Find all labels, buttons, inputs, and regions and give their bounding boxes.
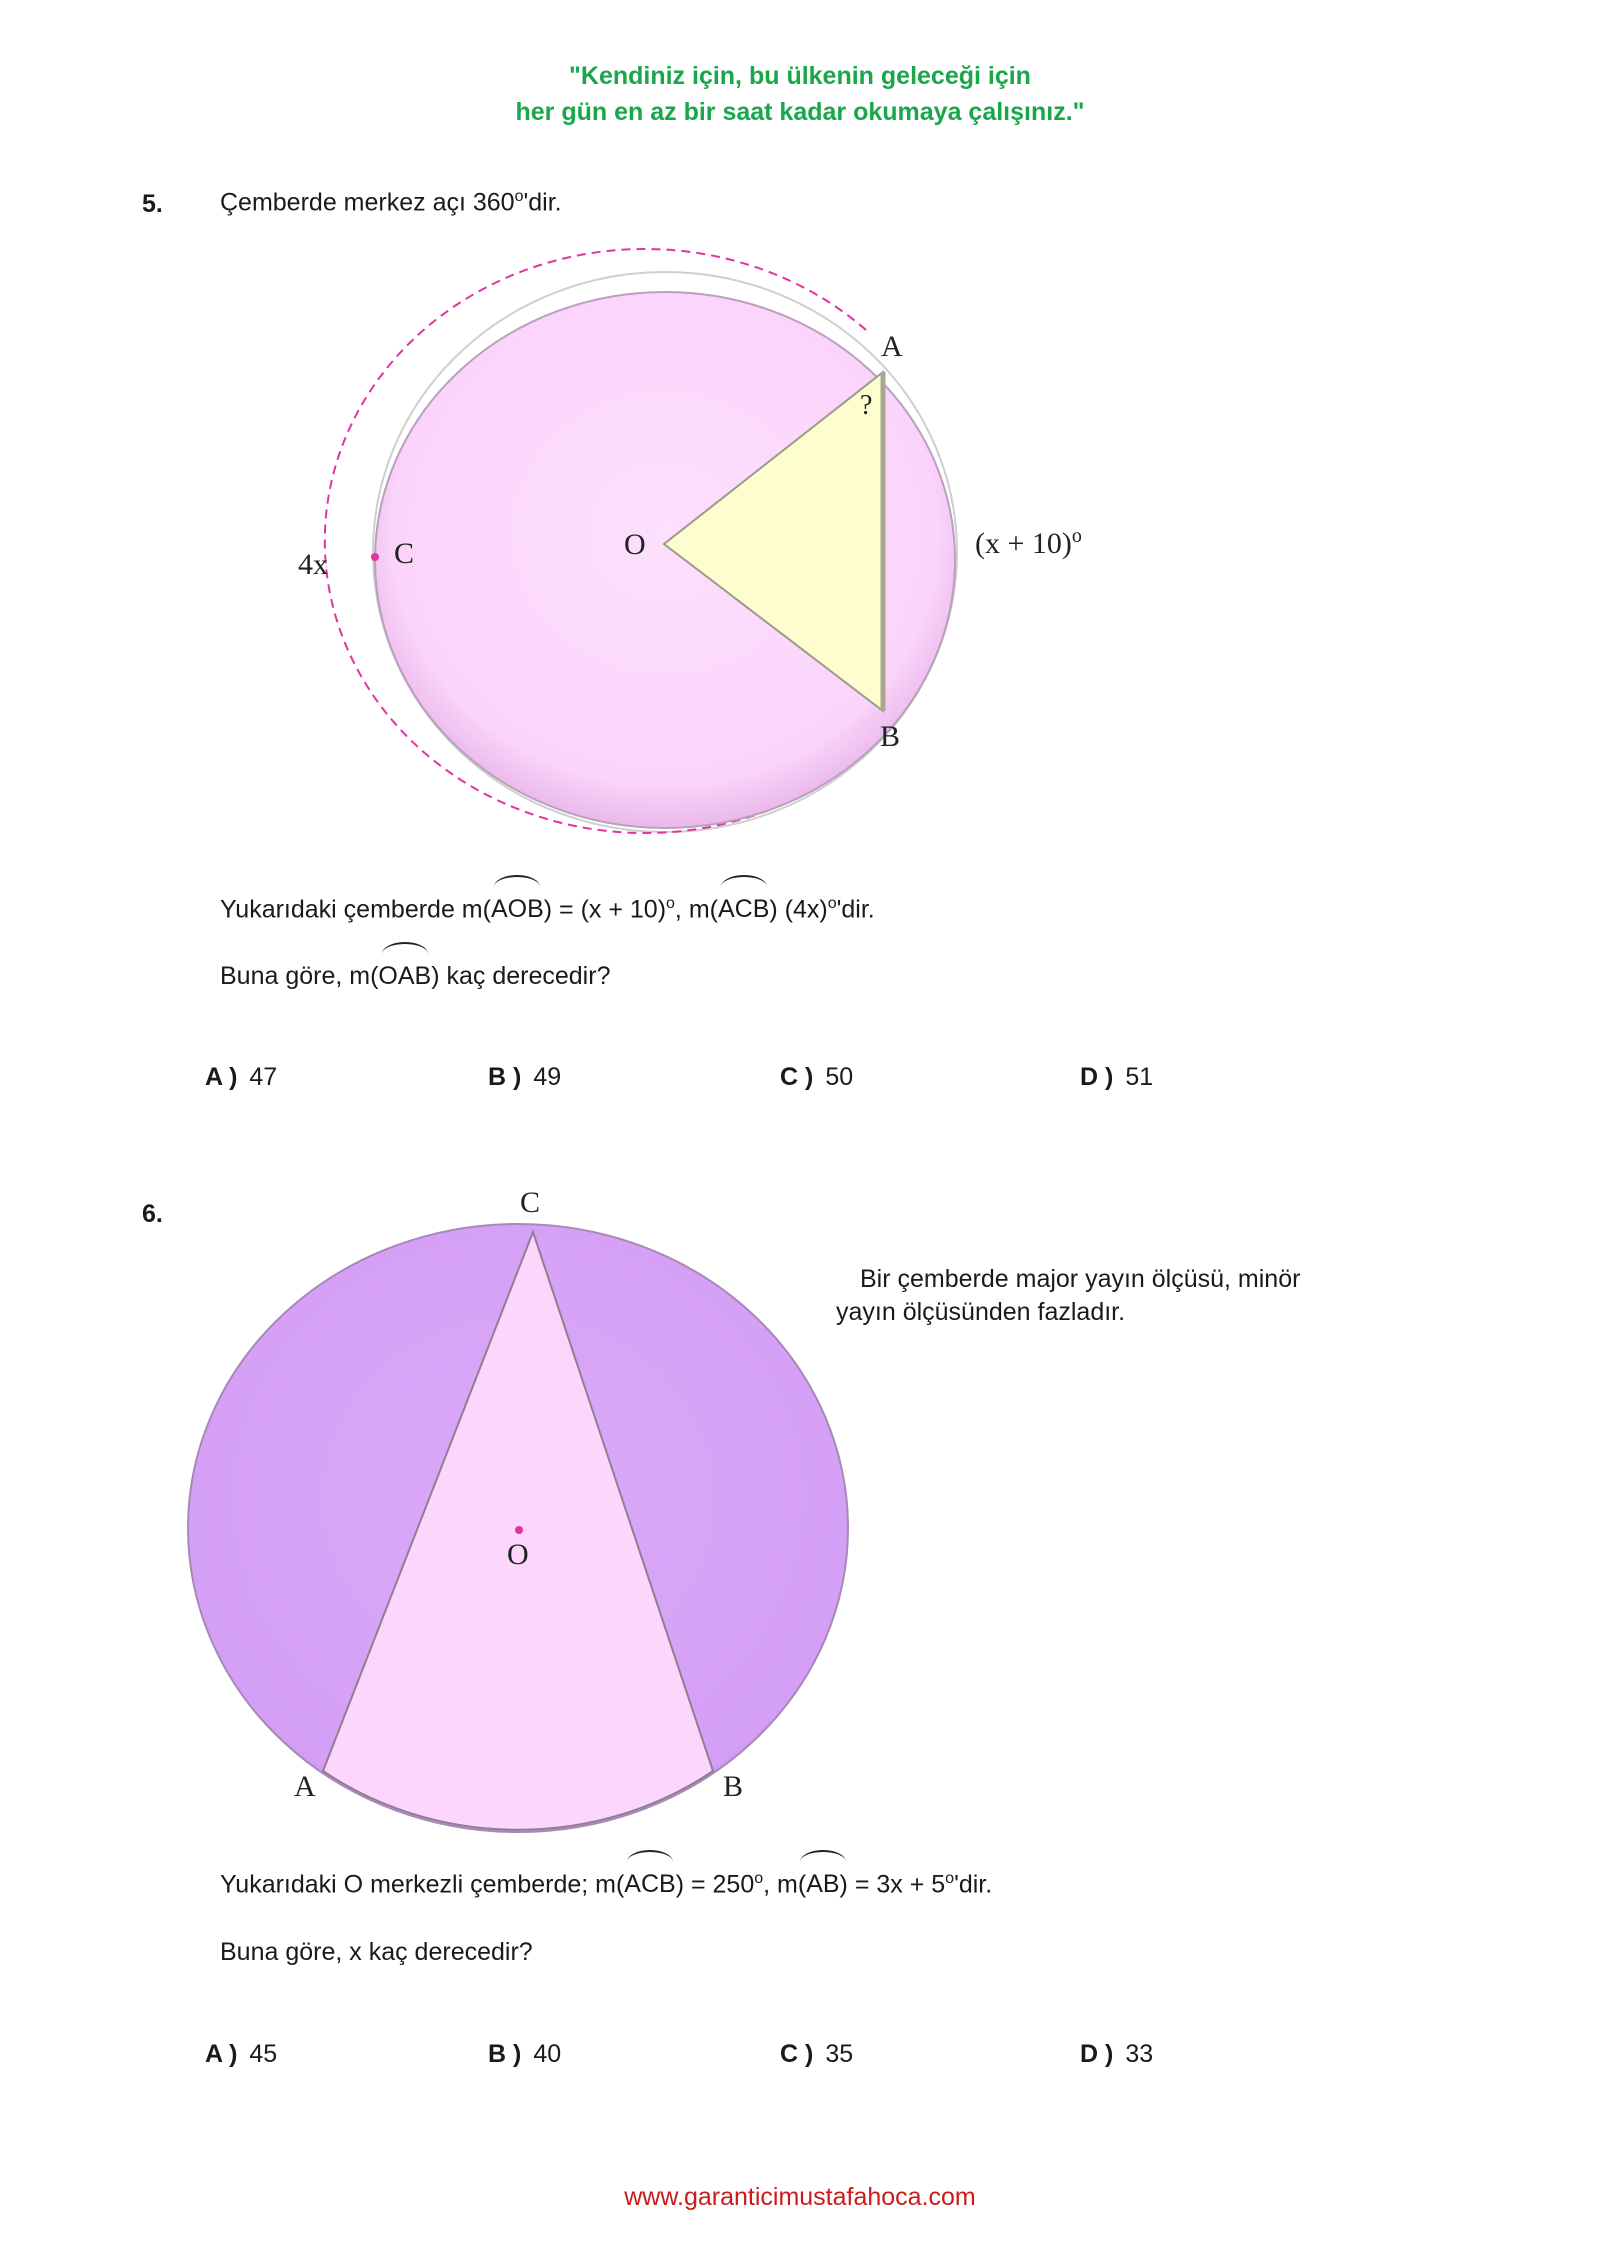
q5-statement-part: Yukarıdaki çemberde m( xyxy=(220,895,491,924)
option-letter: B ) xyxy=(488,1063,522,1091)
q6-statement-part: ) = 250 xyxy=(675,1870,755,1899)
q6-option-d[interactable] xyxy=(1080,2040,1153,2069)
q6-statement xyxy=(220,1870,992,1899)
q5-degree-sign: o xyxy=(827,895,837,912)
footer-website[interactable]: www.garanticimustafahoca.com xyxy=(624,2183,976,2211)
q5-question-part: Buna göre, m( xyxy=(220,962,379,990)
q5-statement-part: ) (4x) xyxy=(769,895,828,924)
q5-label-C: C xyxy=(394,537,415,570)
q5-point-C xyxy=(371,553,379,561)
q5-arc-AOB: AOB xyxy=(490,895,544,924)
motto-line-1: "Kendiniz için, bu ülkenin geleceği için xyxy=(569,62,1031,90)
q5-option-c[interactable] xyxy=(780,1063,853,1092)
q5-option-b[interactable] xyxy=(488,1063,561,1092)
q5-number: 5. xyxy=(142,190,163,218)
q6-label-O: O xyxy=(507,1538,529,1571)
q6-note-line-1: Bir çemberde major yayın ölçüsü, minör xyxy=(860,1265,1301,1293)
option-value: 50 xyxy=(825,1063,854,1091)
q6-question: Buna göre, x kaç derecedir? xyxy=(220,1938,533,1966)
q6-option-b[interactable] xyxy=(488,2040,561,2069)
q6-center-point xyxy=(515,1526,523,1534)
q6-arc-ACB: ACB xyxy=(624,1870,676,1899)
option-letter: D ) xyxy=(1080,2040,1114,2068)
q6-option-c[interactable] xyxy=(780,2040,853,2069)
option-letter: A ) xyxy=(205,2040,238,2068)
option-letter: B ) xyxy=(488,2040,522,2068)
option-letter: C ) xyxy=(780,2040,814,2068)
q5-statement-part: ) = (x + 10) xyxy=(543,895,667,924)
q5-intro-degree: o xyxy=(514,188,524,205)
q5-arc-OAB: OAB xyxy=(378,962,432,990)
q6-degree-sign: o xyxy=(754,1870,764,1887)
q6-figure xyxy=(188,1224,848,1832)
q5-question xyxy=(220,962,610,991)
option-letter: D ) xyxy=(1080,1063,1114,1091)
q5-statement-part: 'dir. xyxy=(836,895,875,924)
q5-intro-text: Çemberde merkez açı 360 xyxy=(220,188,515,217)
option-letter: C ) xyxy=(780,1063,814,1091)
q5-option-a[interactable] xyxy=(205,1063,277,1092)
q6-statement-part: , m( xyxy=(763,1870,807,1899)
q5-intro xyxy=(220,188,562,217)
q6-note-line-2: yayın ölçüsünden fazladır. xyxy=(836,1298,1126,1326)
option-letter: A ) xyxy=(205,1063,238,1091)
option-value: 49 xyxy=(533,1063,562,1091)
q6-label-B: B xyxy=(723,1770,744,1803)
q5-arc-ACB: ACB xyxy=(717,895,770,924)
option-value: 40 xyxy=(533,2040,562,2068)
q5-label-question: ? xyxy=(860,390,873,421)
q5-label-arc-right xyxy=(975,525,1082,561)
q5-arc-right-degree: o xyxy=(1071,525,1082,547)
q6-label-A: A xyxy=(294,1770,316,1803)
q5-intro-suffix: 'dir. xyxy=(523,188,562,217)
q6-arc-AB: AB xyxy=(806,1870,840,1899)
option-value: 45 xyxy=(249,2040,278,2068)
q5-degree-sign: o xyxy=(666,895,675,912)
q5-label-4x: 4x xyxy=(298,548,328,581)
q5-arc-right-text: (x + 10) xyxy=(975,527,1072,560)
q5-label-B: B xyxy=(880,720,901,753)
q6-statement-part: 'dir. xyxy=(954,1870,993,1899)
q6-statement-part: Yukarıdaki O merkezli çemberde; m( xyxy=(220,1870,625,1899)
q5-label-O: O xyxy=(624,528,646,561)
q5-statement-part: , m( xyxy=(674,895,718,924)
q5-question-part: ) kaç derecedir? xyxy=(431,962,611,990)
q6-number: 6. xyxy=(142,1200,163,1228)
option-value: 51 xyxy=(1125,1063,1154,1091)
q6-label-C: C xyxy=(520,1186,541,1219)
q5-label-A: A xyxy=(881,330,903,363)
q6-degree-sign: o xyxy=(945,1870,955,1887)
q6-statement-part: ) = 3x + 5 xyxy=(839,1870,946,1899)
option-value: 33 xyxy=(1125,2040,1154,2068)
q6-option-a[interactable] xyxy=(205,2040,277,2069)
q5-option-d[interactable] xyxy=(1080,1063,1153,1092)
q5-statement xyxy=(220,895,875,924)
motto-line-2: her gün en az bir saat kadar okumaya çalışınız." xyxy=(515,98,1085,126)
option-value: 47 xyxy=(249,1063,278,1091)
option-value: 35 xyxy=(825,2040,854,2068)
